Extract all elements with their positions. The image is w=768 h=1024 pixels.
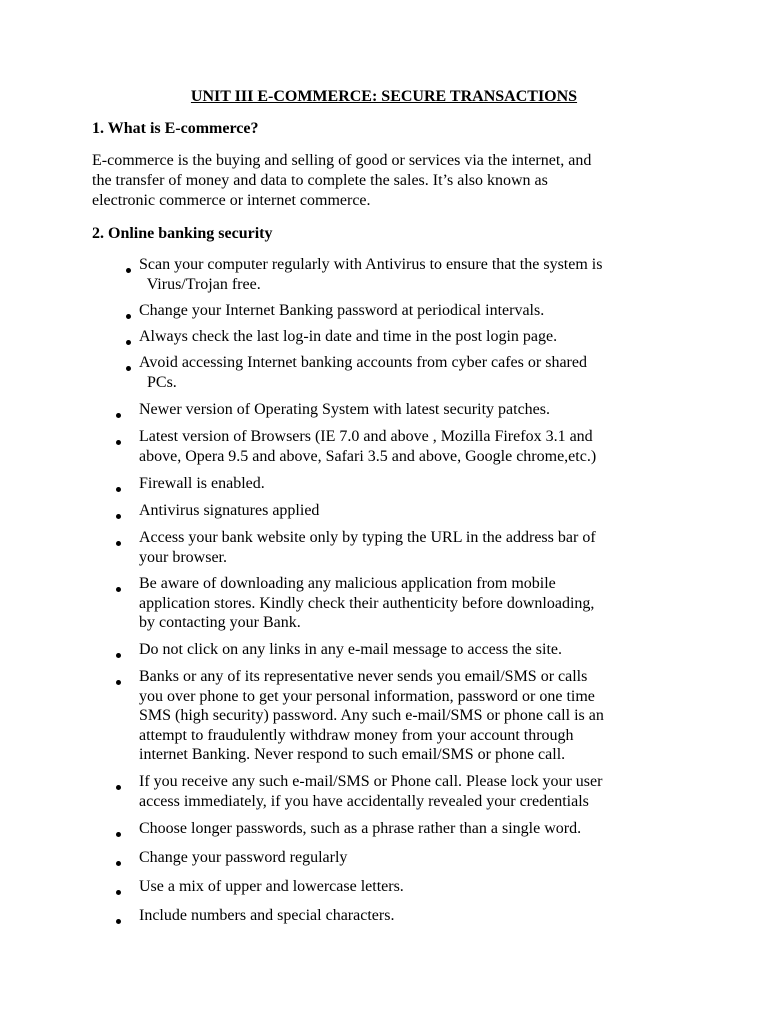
bullet-icon [126,268,131,273]
list-item: Latest version of Browsers (IE 7.0 and above , Mozilla Firefox 3.1 and above, Opera 9.5 and above, Safari 3.5 and above, Google chrome,etc.) [139,428,597,465]
list-item: Firewall is enabled. [139,475,265,492]
bullet-icon [116,413,121,418]
list-item: Be aware of downloading any malicious application from mobile application stores. Kindly check their authenticity before downloading, by contacting your Bank. [139,575,595,631]
list-item: Always check the last log-in date and time in the post login page. [139,328,558,345]
bullet-icon [116,890,121,895]
list-item: Change your password regularly [139,849,348,866]
list-item: Banks or any of its representative never sends you email/SMS or calls you over phone to get your personal information, password or one time SMS (high security) password. Any such e-mail/SMS or phone call is an attempt to fraudulently withdraw money from your account through internet Banking. Never respond to such email/SMS or phone call. [139,668,604,763]
list-item: If you receive any such e-mail/SMS or Phone call. Please lock your user access immediately, if you have accidentally revealed your credentials [139,773,603,810]
section-paragraph-ecommerce-definition: E-commerce is the buying and selling of good or services via the internet, and the transfer of money and data to complete the sales. It’s also known as electronic commerce or internet commerce. [92,152,592,209]
list-item: Newer version of Operating System with latest security patches. [139,401,550,418]
bullet-icon [126,340,131,345]
bullet-icon [116,919,121,924]
bullet-icon [116,785,121,790]
bullet-icon [116,541,121,546]
list-item: Do not click on any links in any e-mail message to access the site. [139,641,562,658]
list-item: Choose longer passwords, such as a phrase rather than a single word. [139,820,582,837]
list-item: Antivirus signatures applied [139,502,320,519]
bullet-icon [116,440,121,445]
page-title: UNIT III E-COMMERCE: SECURE TRANSACTIONS [190,88,578,105]
bullet-icon [116,653,121,658]
section-heading-online-banking-security: 2. Online banking security [92,225,273,242]
bullet-icon [116,587,121,592]
list-item: Scan your computer regularly with Antivirus to ensure that the system is Virus/Trojan free. [139,256,603,293]
bullet-icon [116,514,121,519]
bullet-icon [116,861,121,866]
bullet-icon [126,366,131,371]
list-item: Change your Internet Banking password at periodical intervals. [139,302,545,319]
bullet-icon [126,314,131,319]
section-heading-what-is-ecommerce: 1. What is E-commerce? [92,120,259,137]
list-item: Avoid accessing Internet banking accounts from cyber cafes or shared PCs. [139,354,587,391]
list-item: Include numbers and special characters. [139,907,395,924]
bullet-icon [116,832,121,837]
list-item: Use a mix of upper and lowercase letters. [139,878,404,895]
bullet-icon [116,680,121,685]
list-item: Access your bank website only by typing the URL in the address bar of your browser. [139,529,596,566]
bullet-icon [116,487,121,492]
